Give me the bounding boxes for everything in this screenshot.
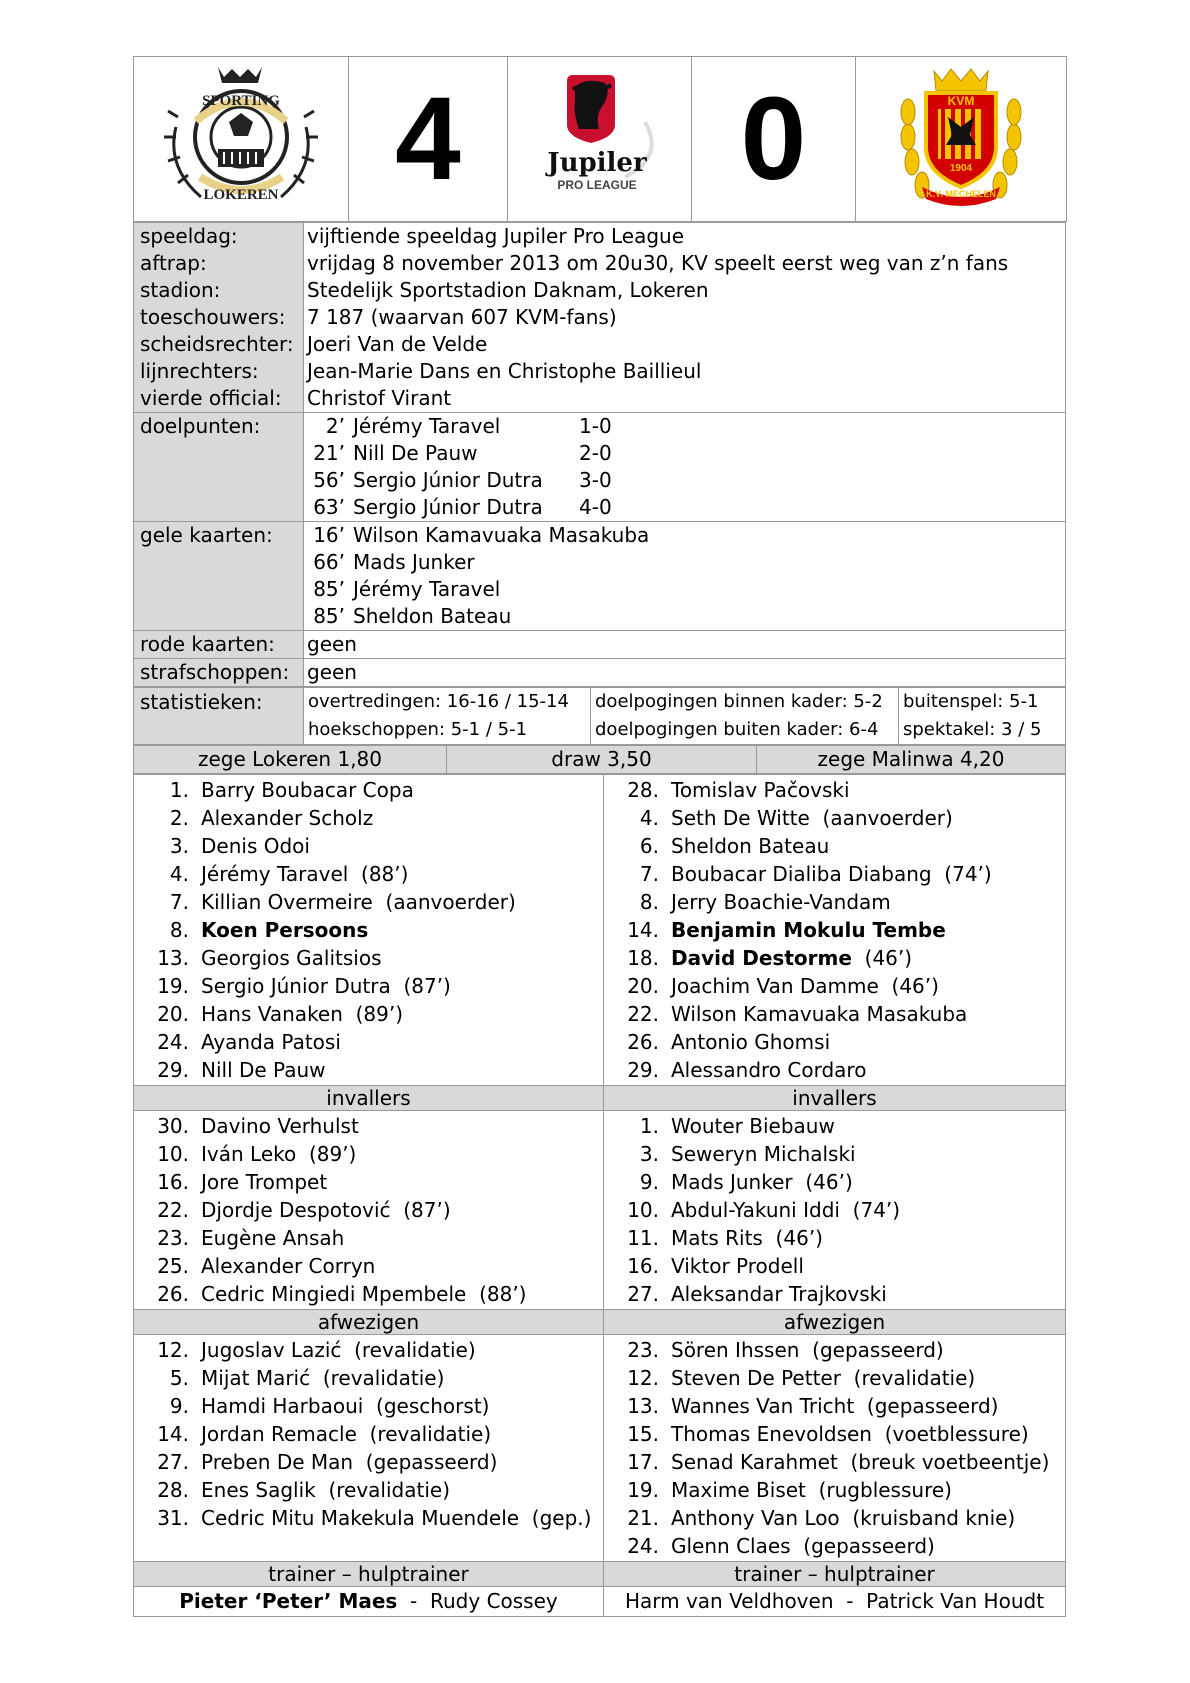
referee-value: Joeri Van de Velde [307,332,488,356]
player-name: Denis Odoi [201,834,310,858]
info-label: toeschouwers: [140,305,286,329]
away-head-coach: Harm van Veldhoven [624,1589,834,1613]
player-row [604,1168,1065,1196]
away-win-odds: zege Malinwa 4,20 [757,746,1066,774]
jupiler-pro-league-logo-icon [525,67,675,207]
player-number: 16. [157,1170,189,1194]
player-name: Sergio Júnior Dutra (87’) [201,974,451,998]
player-row [134,776,603,804]
player-name: Djordje Despotović (87’) [201,1198,451,1222]
player-name: Sören Ihssen (gepasseerd) [671,1338,944,1362]
player-name: Hans Vanaken (89’) [201,1002,404,1026]
player-number: 25. [157,1254,189,1278]
coach-separator: - [833,1589,867,1613]
player-name: Barry Boubacar Copa [201,778,414,802]
player-name: Cedric Mitu Makekula Muendele (gep.) [201,1506,592,1530]
offside-stat: buitenspel: 5-1 [903,691,1039,712]
player-number: 4. [169,862,189,886]
away-logo-top-text: KVM [947,94,975,108]
statistics-label: statistieken: [134,688,304,745]
player-number: 24. [627,1534,659,1558]
player-name: Iván Leko (89’) [201,1142,357,1166]
away-assistant-coach: Patrick Van Houdt [866,1589,1045,1613]
player-number: 29. [157,1058,189,1082]
match-report-sheet [133,56,1066,1617]
player-row [134,1420,603,1448]
player-row [134,1168,603,1196]
player-row [604,832,1065,860]
penalties-label: strafschoppen: [140,660,290,684]
player-number: 13. [157,946,189,970]
player-number: 15. [627,1422,659,1446]
info-label: aftrap: [140,251,207,275]
home-team-logo [134,57,349,222]
yellow-cards-label: gele kaarten: [140,523,273,547]
home-absent-list [134,1335,603,1533]
shots-cell [591,688,899,745]
player-name: Jugoslav Lazić (revalidatie) [201,1338,476,1362]
player-name: Eugène Ansah [201,1226,345,1250]
player-name: Alexander Scholz [201,806,374,830]
attendance-value: 7 187 (waarvan 607 KVM-fans) [307,305,617,329]
player-name: Ayanda Patosi [201,1030,341,1054]
player-row [604,1504,1065,1532]
player-number: 19. [627,1478,659,1502]
player-number: 20. [157,1002,189,1026]
player-row [134,1112,603,1140]
info-label: speeldag: [140,224,238,248]
player-number: 22. [157,1198,189,1222]
player-number: 9. [169,1394,189,1418]
home-logo-bottom-text: LOKEREN [203,187,279,203]
goal-row: 21’ Nill De Pauw 2-0 [313,441,612,465]
player-number: 26. [627,1030,659,1054]
player-number: 19. [157,974,189,998]
player-number: 20. [627,974,659,998]
home-starters-list [134,775,603,1085]
player-name: Senad Karahmet (breuk voetbeentje) [671,1450,1050,1474]
player-name: Joachim Van Damme (46’) [671,974,939,998]
player-row [134,860,603,888]
home-subs-list [134,1111,603,1309]
stadium-value: Stedelijk Sportstadion Daknam, Lokeren [307,278,709,302]
away-absent-list [604,1335,1065,1561]
away-absent-header: afwezigen [604,1310,1066,1335]
home-score: 4 [395,73,461,205]
player-name: Jerry Boachie-Vandam [671,890,891,914]
goal-row: 56’ Sergio Júnior Dutra 3-0 [313,468,612,492]
yellow-card-row: 85’ Sheldon Bateau [313,604,512,628]
player-number: 13. [627,1394,659,1418]
player-number: 16. [627,1254,659,1278]
player-name: Wouter Biebauw [671,1114,835,1138]
home-win-odds: zege Lokeren 1,80 [134,746,447,774]
player-number: 9. [639,1170,659,1194]
player-row [604,944,1065,972]
fouls-corners-cell [304,688,591,745]
player-number: 14. [627,918,659,942]
home-coaches [134,1587,604,1617]
player-name: Hamdi Harbaoui (geschorst) [201,1394,490,1418]
info-label: scheidsrechter: [140,332,294,356]
player-number: 4. [639,806,659,830]
spectacle-stat: spektakel: 3 / 5 [903,719,1042,740]
yellow-cards-list [304,522,1066,631]
info-label: vierde official: [140,386,282,410]
player-number: 23. [157,1226,189,1250]
player-row [134,1364,603,1392]
player-number: 28. [157,1478,189,1502]
player-name: Viktor Prodell [671,1254,804,1278]
player-number: 10. [627,1198,659,1222]
home-absent-header: afwezigen [134,1310,604,1335]
player-name: Antonio Ghomsi [671,1030,831,1054]
player-name: Killian Overmeire (aanvoerder) [201,890,516,914]
away-coach-header: trainer – hulptrainer [604,1562,1066,1587]
player-number: 6. [639,834,659,858]
player-name: Tomislav Pačovski [671,778,850,802]
player-row [604,1196,1065,1224]
player-row [604,1028,1065,1056]
corners-stat: hoekschoppen: 5-1 / 5-1 [308,719,528,740]
betting-odds-table [133,745,1066,774]
player-row [134,1392,603,1420]
player-number: 12. [627,1366,659,1390]
player-row [134,916,603,944]
player-row [604,1056,1065,1084]
player-row [604,1000,1065,1028]
home-subs-header: invallers [134,1086,604,1111]
player-row [604,1224,1065,1252]
player-number: 8. [169,918,189,942]
player-row [604,1336,1065,1364]
player-number: 27. [157,1450,189,1474]
goal-row: 63’ Sergio Júnior Dutra 4-0 [313,495,612,519]
player-name: Jérémy Taravel (88’) [201,862,409,886]
player-name: Thomas Enevoldsen (voetblessure) [671,1422,1029,1446]
home-head-coach: Pieter ‘Peter’ Maes [179,1589,398,1613]
player-name: Seweryn Michalski [671,1142,856,1166]
player-row [134,1028,603,1056]
player-number: 18. [627,946,659,970]
player-row [134,804,603,832]
match-info-table [133,222,1066,687]
player-name: Aleksandar Trajkovski [671,1282,887,1306]
goals-label: doelpunten: [140,414,261,438]
player-row [604,1112,1065,1140]
player-name: Koen Persoons [201,918,369,942]
player-name: Seth De Witte (aanvoerder) [671,806,953,830]
player-row [134,1056,603,1084]
away-subs-header: invallers [604,1086,1066,1111]
player-name: Jordan Remacle (revalidatie) [201,1422,492,1446]
player-name: Mijat Marić (revalidatie) [201,1366,445,1390]
player-row [604,1392,1065,1420]
player-number: 23. [627,1338,659,1362]
draw-odds: draw 3,50 [447,746,757,774]
goal-row: 2’ Jérémy Taravel 1-0 [325,414,612,438]
player-name: Wilson Kamavuaka Masakuba [671,1002,968,1026]
info-label: lijnrechters: [140,359,259,383]
info-label: stadion: [140,278,221,302]
player-number: 14. [157,1422,189,1446]
player-row [134,1504,603,1532]
away-subs-list [604,1111,1065,1309]
player-name: Cedric Mingiedi Mpembele (88’) [201,1282,527,1306]
matchday-value: vijftiende speeldag Jupiler Pro League [307,224,685,248]
player-name: Anthony Van Loo (kruisband knie) [671,1506,1016,1530]
player-name: David Destorme (46’) [671,946,913,970]
player-row [604,1364,1065,1392]
coach-separator: - [397,1589,430,1613]
player-number: 7. [169,890,189,914]
player-number: 8. [639,890,659,914]
player-row [604,888,1065,916]
player-row [134,972,603,1000]
player-name: Wannes Van Tricht (gepasseerd) [671,1394,999,1418]
player-number: 27. [627,1282,659,1306]
player-row [134,1252,603,1280]
player-number: 2. [169,806,189,830]
player-name: Sheldon Bateau [671,834,830,858]
player-number: 1. [639,1114,659,1138]
player-row [604,776,1065,804]
home-assistant-coach: Rudy Cossey [430,1589,558,1613]
player-row [134,1196,603,1224]
red-cards-label: rode kaarten: [140,632,275,656]
player-number: 3. [169,834,189,858]
player-name: Steven De Petter (revalidatie) [671,1366,976,1390]
player-number: 5. [169,1366,189,1390]
info-values [304,223,1066,413]
player-number: 10. [157,1142,189,1166]
player-row [604,972,1065,1000]
player-number: 26. [157,1282,189,1306]
kickoff-value: vrijdag 8 november 2013 om 20u30, KV speelt eerst weg van z’n fans [307,251,1009,275]
player-name: Mats Rits (46’) [671,1226,823,1250]
sporting-lokeren-crest-icon [156,57,326,217]
player-number: 11. [627,1226,659,1250]
away-coaches [604,1587,1066,1617]
player-name: Maxime Biset (rugblessure) [671,1478,952,1502]
kv-mechelen-crest-icon [886,57,1036,217]
player-row [134,1140,603,1168]
player-number: 3. [639,1142,659,1166]
league-logo [508,57,692,222]
offside-spectacle-cell [899,688,1066,745]
player-number: 24. [157,1030,189,1054]
player-number: 7. [639,862,659,886]
player-row [604,916,1065,944]
penalties-value: geen [307,660,357,684]
league-logo-sub-text: PRO LEAGUE [556,178,637,192]
player-number: 30. [157,1114,189,1138]
player-row [134,832,603,860]
yellow-card-row: 16’ Wilson Kamavuaka Masakuba [313,523,650,547]
player-row [604,1252,1065,1280]
player-number: 29. [627,1058,659,1082]
player-number: 28. [627,778,659,802]
player-row [134,944,603,972]
player-name: Mads Junker (46’) [671,1170,853,1194]
player-row [604,1532,1065,1560]
player-number: 17. [627,1450,659,1474]
yellow-card-row: 66’ Mads Junker [313,550,475,574]
player-name: Glenn Claes (gepasseerd) [671,1534,935,1558]
away-score: 0 [740,73,807,205]
lineup-table [133,774,1066,1617]
player-name: Alexander Corryn [201,1254,376,1278]
goals-list [304,413,1066,522]
player-row [604,860,1065,888]
player-number: 21. [627,1506,659,1530]
player-row [134,1448,603,1476]
fourth-official-value: Christof Virant [307,386,452,410]
player-name: Davino Verhulst [201,1114,359,1138]
shots-on-target-stat: doelpogingen binnen kader: 5-2 [595,691,883,712]
player-row [134,1280,603,1308]
player-row [604,1140,1065,1168]
score-header [133,56,1067,222]
away-starters-list [604,775,1065,1085]
player-number: 22. [627,1002,659,1026]
player-number: 1. [169,778,189,802]
player-name: Abdul-Yakuni Iddi (74’) [671,1198,901,1222]
player-row [604,1448,1065,1476]
player-row [134,1476,603,1504]
player-row [134,1336,603,1364]
player-row [134,888,603,916]
shots-off-target-stat: doelpogingen buiten kader: 6-4 [595,719,879,740]
league-logo-brand-text: Jupiler [546,148,647,178]
player-row [134,1000,603,1028]
player-row [604,1420,1065,1448]
away-team-logo [856,57,1067,222]
player-name: Preben De Man (gepasseerd) [201,1450,498,1474]
linesmen-value: Jean-Marie Dans en Christophe Baillieul [307,359,702,383]
home-coach-header: trainer – hulptrainer [134,1562,604,1587]
player-name: Enes Saglik (revalidatie) [201,1478,451,1502]
player-number: 31. [157,1506,189,1530]
player-row [134,1224,603,1252]
home-logo-top-text: SPORTING [202,93,280,109]
info-labels [134,223,304,413]
statistics-table [133,687,1066,745]
red-cards-value: geen [307,632,357,656]
fouls-stat: overtredingen: 16-16 / 15-14 [308,691,569,712]
player-row [604,1476,1065,1504]
away-logo-bottom-text: K.V. MECHELEN [926,189,996,199]
player-name: Georgios Galitsios [201,946,382,970]
player-name: Benjamin Mokulu Tembe [671,918,946,942]
yellow-card-row: 85’ Jérémy Taravel [313,577,501,601]
player-number: 12. [157,1338,189,1362]
player-name: Boubacar Dialiba Diabang (74’) [671,862,992,886]
away-logo-year-text: 1904 [949,163,973,174]
player-row [604,1280,1065,1308]
player-name: Nill De Pauw [201,1058,326,1082]
player-name: Alessandro Cordaro [671,1058,867,1082]
player-row [604,804,1065,832]
player-name: Jore Trompet [201,1170,328,1194]
